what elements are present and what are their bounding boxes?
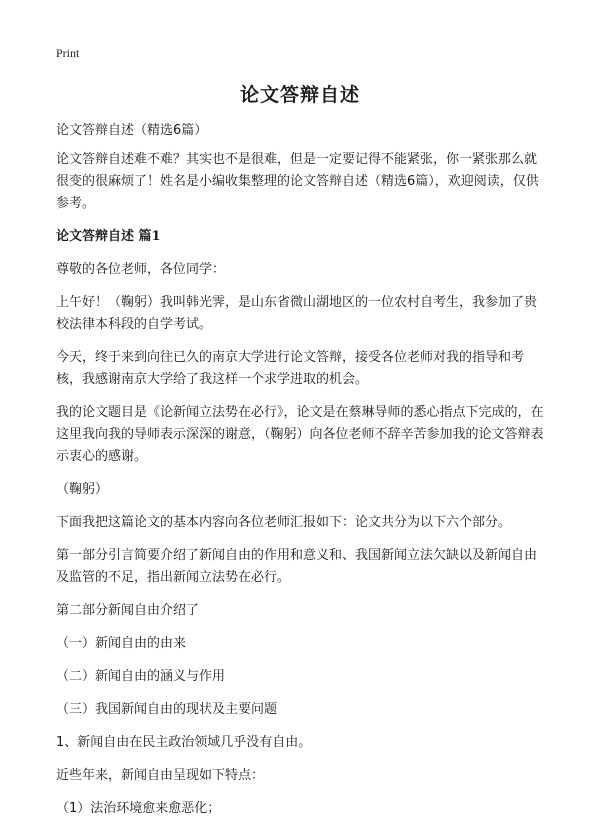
paragraph: 尊敬的各位老师，各位同学： bbox=[56, 262, 226, 277]
paragraph: 1、新闻自由在民主政治领域几乎没有自由。 bbox=[56, 735, 312, 750]
print-link[interactable]: Print bbox=[56, 46, 80, 60]
paragraph: 我的论文题目是《论新闻立法势在必行》，论文是在蔡琳导师的悉心指点下完成的，在这里我向我的导师表示深深的谢意，（鞠躬）向各位老师不辞辛苦参加我的论文答辩表示衷心的感谢。 bbox=[56, 405, 544, 464]
paragraph: 第二部分新闻自由介绍了 bbox=[56, 603, 200, 618]
article-body bbox=[56, 120, 548, 831]
article-subtitle: 论文答辩自述（精选6篇） bbox=[56, 123, 208, 138]
intro-paragraph: 论文答辩自述难不难？其实也不是很难，但是一定要记得不能紧张，你一紧张那么就很变的很麻烦了！姓名是小编收集整理的论文答辩自述（精选6篇），欢迎阅读，仅供参考。 bbox=[56, 152, 539, 211]
list-item: （三）我国新闻自由的现状及主要问题 bbox=[56, 702, 278, 717]
list-item: （一）新闻自由的由来 bbox=[56, 636, 187, 651]
page-title: 论文答辩自述 bbox=[239, 84, 360, 106]
paragraph: （鞠躬） bbox=[56, 482, 109, 497]
paragraph: 第一部分引言简要介绍了新闻自由的作用和意义和、我国新闻立法欠缺以及新闻自由及监管的不足，指出新闻立法势在必行。 bbox=[56, 548, 538, 585]
paragraph: 近些年来，新闻自由呈现如下特点： bbox=[56, 768, 265, 783]
paragraph: 下面我把这篇论文的基本内容向各位老师汇报如下：论文共分为以下六个部分。 bbox=[56, 515, 512, 530]
section-heading: 论文答辩自述 篇1 bbox=[56, 229, 161, 244]
paragraph: 上午好！（鞠躬）我叫韩光霁，是山东省微山湖地区的一位农村自考生，我参加了贵校法律本科段的自学考试。 bbox=[56, 295, 538, 332]
paragraph: 今天，终于来到向往已久的南京大学进行论文答辩，接受各位老师对我的指导和考核，我感谢南京大学给了我这样一个求学进取的机会。 bbox=[56, 350, 525, 387]
list-item: （1）法治环境愈来愈恶化； bbox=[56, 801, 221, 816]
list-item: （二）新闻自由的涵义与作用 bbox=[56, 669, 226, 684]
